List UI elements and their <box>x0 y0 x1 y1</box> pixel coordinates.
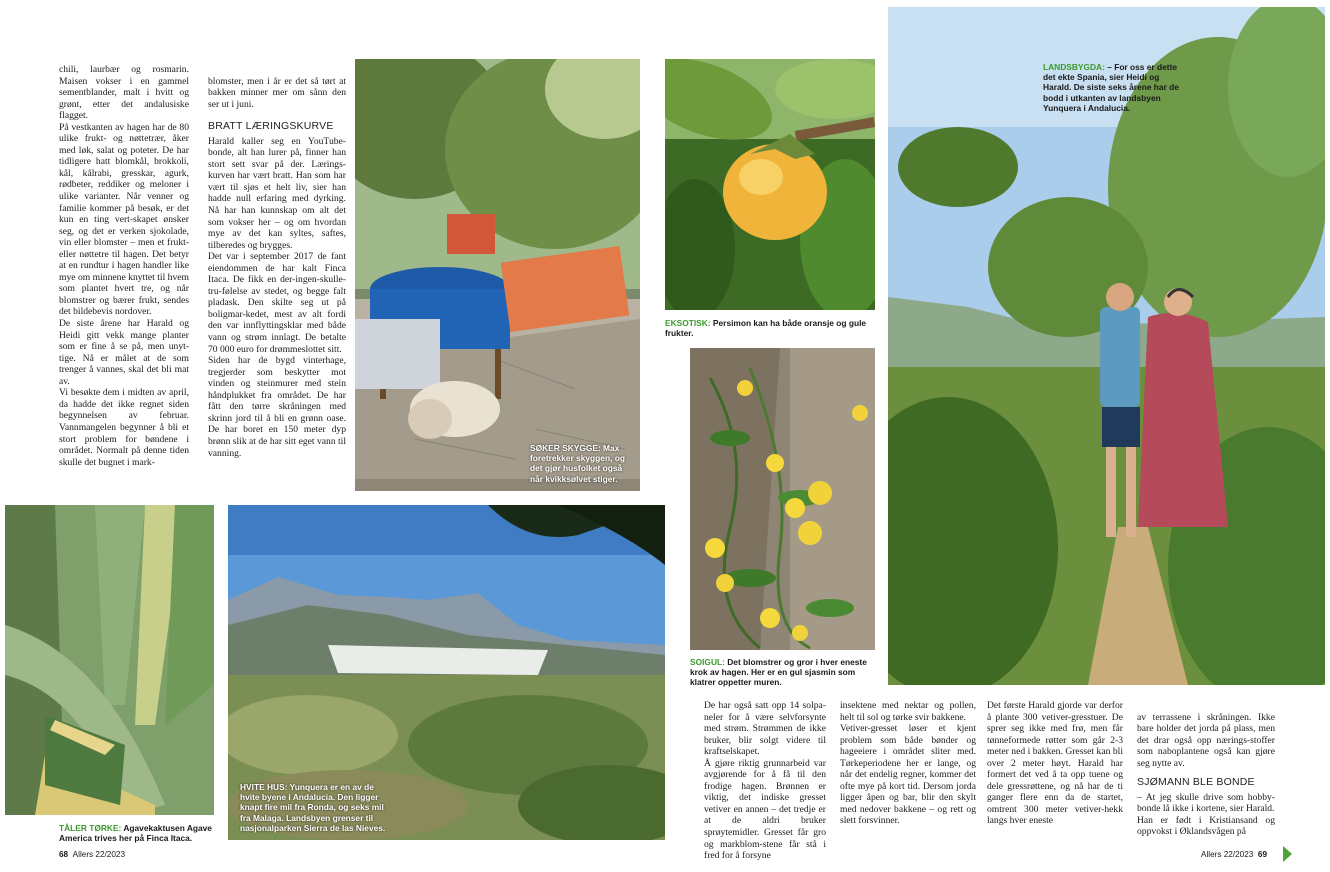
village-caption-label: HVITE HUS: <box>240 782 288 792</box>
jasmine-caption <box>690 657 880 688</box>
persimmon-caption-text: Persimon kan ha både oransje og gule frukter. <box>665 318 867 339</box>
persimmon-caption-label: EKSOTISK: <box>665 318 711 328</box>
body-column-6 <box>1137 700 1275 838</box>
terrace-photo <box>355 59 640 491</box>
subheading-sjomann-ble-bonde: SJØMANN BLE BONDE <box>1137 776 1255 789</box>
body-column-3: De har også satt opp 14 solpa-neler for å være selvforsynte med strøm. Strømmen de ikke bruker, blir solgt videre til kraftselskapet. Å gjøre riktig grunnarbeid var avgjørende for å få til den frodige hagen. Brønnen er viktig, det indiske gresset vetiver en annen – det tredje er at de aldri bruker sprøytemidler. Gresset får gro og markblom-stene får stå i fred for å forsyne <box>704 700 826 862</box>
body-column-2 <box>208 64 346 459</box>
jasmine-caption-text: Det blomstrer og gror i hver eneste krok av hagen. Her er en gul sjasmin som klatrer oppetter muren. <box>690 657 867 688</box>
body-column-5: Det første Harald gjorde var derfor å plante 300 vetiver-gresstuer. De sprer seg ikke med frø, men får tønneformede røtter som går 2-3 meter ned i bakken. Gresset kan bli over 2 meter høyt. Harald har formert det ved å ta opp tuene og dele gressrøttene, og nå har de ti ganger flere enn da de startet, omtrent 300 meter vetiver-hekk langs hver eneste <box>987 700 1123 827</box>
village-caption-text: Yunquera er en av de hvite byene i Andalucia. Den ligger knapt fire mil fra Ronda, og seks mil fra Malaga. Landsbyen grenser til nasjonalparken Sierra de las Nieves. <box>240 782 386 833</box>
column-2-body: Harald kaller seg en YouTube-bonde, alt han lurer på, finner han stort sett svar på der. Lærings-kurven har vært bratt. Han som har vært til sjøs et helt liv, sier han hadde null erfaring med dyrking. Nå har han kunnskap om alt det som vokser her – og om hvordan mye av det kan syltes, saftes, tilberedes og brygges. Det var i september 2017 de fant eiendommen de har kalt Finca Itaca. De fikk en der-ingen-skulle-tru-følelse av stedet, og begge falt pladask. Den skilte seg ut på boligmar-kedet, mest av alt fordi den var innflyttingsklar med både vann og strøm innlagt. De betalte 70 000 euro for drømmeslottet sitt. Siden har de bygd vinterhage, tregjerder som beskytter mot vinden og steinmurer med stein håndplukket fra området. De har fått den tørre skråningen med skrinn jord til å bli en grønn oase. De har boret en 150 meter dyp brønn slik at de har sitt eget vann til vanning. <box>208 135 347 459</box>
jasmine-caption-label: SOIGUL: <box>690 657 725 667</box>
couple-caption-label: LANDSBYGDA: <box>1043 62 1105 72</box>
magazine-issue-left: Allers 22/2023 <box>72 850 126 859</box>
terrace-caption <box>530 443 636 484</box>
column-6-body: – At jeg skulle drive som hobby-bonde lå ikke i kortene, sier Harald. Han er født i Kristiansand og oppvokst i Øklandsvågen på <box>1137 791 1275 838</box>
footer-left <box>59 850 125 859</box>
page-number-left: 68 <box>59 850 69 859</box>
column-6-intro: av terrassene i skråningen. Ikke bare holder det jorda på plass, men det drar også opp nærings-stoffer som naboplantene også kan gjøre seg nytte av. <box>1137 711 1275 769</box>
magazine-issue-right: Allers 22/2023 <box>1201 850 1254 859</box>
village-caption <box>240 782 390 833</box>
agave-photo <box>5 505 214 815</box>
column-2-intro: blomster, men i år er det så tørt at bakken minner mer om sånn den ser ut i juni. <box>208 75 346 110</box>
jasmine-photo <box>690 348 875 650</box>
terrace-caption-text: Max foretrekker skyggen, og det gjør husfolket også når kvikksølvet stiger. <box>530 443 625 484</box>
agave-caption-text: Agavekaktusen Agave America trives her på Finca Itaca. <box>59 823 212 844</box>
agave-caption <box>59 823 224 843</box>
body-column-1: chili, laurbær og rosmarin. Maisen vokser i en gammel sementblander, malt i hvitt og grønt, etter det andalusiske flagget. På vestkanten av hagen har de 80 ulike frukt- og nøttetrær, åker med løk, salat og poteter. De har tidligere hatt blomkål, brokkoli, kål, kålrabi, gresskar, agurk, rødbeter, reddiker og meloner i ulike varianter. Når venner og familie kommer på besøk, er det kun en ting vert-skapet ønsker seg, og det er verken sjokolade, vin eller blomster – men et frukt- eller nøttetre til hagen. Det betyr at en rundtur i hagen handler like mye om minnene knyttet til hvem som plantet hvert tre, og når blomstrer og bærer frukt, sendes det bildebevis nordover. De siste årene har Harald og Heidi gitt vekk mange planter som er fine å se på, men unyt-tige. Nå er målet at de som trenger å vannes, skal det bli mat av. Vi besøkte dem i midten av april, da hadde det ikke regnet siden begynnelsen av februar. Vannmangelen begynner å bli et stort problem for bøndene i området. Normalt på denne tiden skulle det bugnet i mark- <box>59 64 189 468</box>
agave-caption-label: TÅLER TØRKE: <box>59 823 122 833</box>
page-number-right: 69 <box>1257 850 1268 859</box>
couple-caption-text: – For oss er dette det ekte Spania, sier Heidi og Harald. De siste seks årene har de bodd i utkanten av landsbyen Yunquera i Andalucia. <box>1043 62 1179 113</box>
footer-right <box>1201 850 1267 859</box>
couple-caption <box>1043 62 1183 113</box>
terrace-caption-label: SØKER SKYGGE: <box>530 443 601 453</box>
next-page-arrow-icon <box>1283 846 1292 862</box>
persimmon-caption <box>665 318 880 338</box>
subheading-bratt-laeringskurve: BRATT LÆRINGSKURVE <box>208 120 334 133</box>
body-column-4: insektene med nektar og pollen, helt til sol og tørke svir bakkene. Vetiver-gresset løser et kjent problem som både bønder og hageeiere i området sliter med. Tørkeperiodene her er lange, og når det endelig regner, kommer det ofte mye på kort tid. Dersom jorda ligger åpen og bar, blir den skylt med nedover bakkene – og rett og slett forsvinner. <box>840 700 976 827</box>
persimmon-photo <box>665 59 875 310</box>
